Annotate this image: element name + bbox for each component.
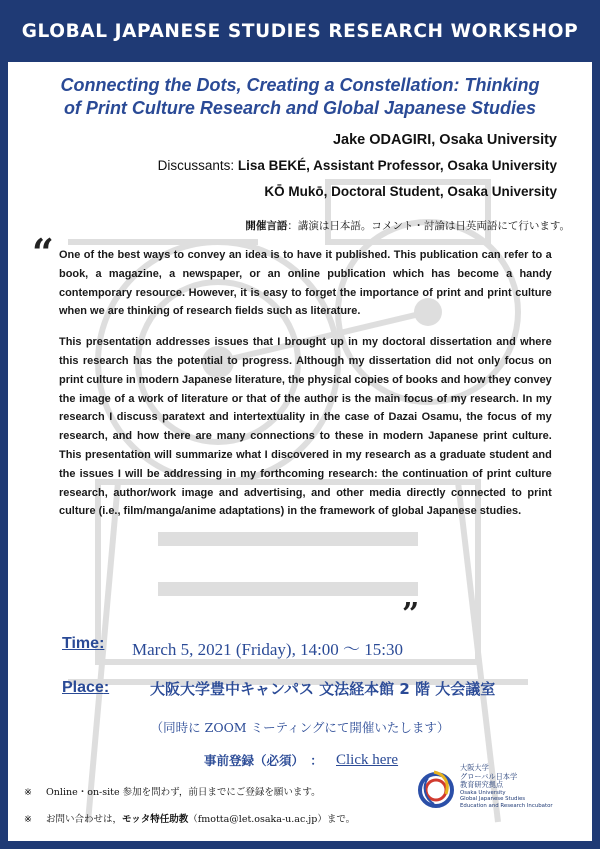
open-quote-mark: “ [32,230,54,275]
note-contact [24,811,355,825]
place-value: 大阪大学豊中キャンパス 文法経本館 2 階 大会議室 [150,680,496,698]
time-label: Time: [62,635,105,652]
note-mark: ※ [24,814,32,825]
abstract-paragraph-1: One of the best ways to convey an idea is to have it published. This publication can refer to a book, a magazine, a newspaper, or an online publication which has become a handy contemporary resource. However, it is easy to forget the importance of print and print culture when we are thinking of research fields such as literature. [59,249,552,318]
speaker-name: Jake ODAGIRI, Osaka University [332,132,557,148]
event-title-line1: Connecting the Dots, Creating a Constellation: Thinking [60,75,540,95]
university-logo-text: 大阪大学 グローバル日本学 教育研究拠点 Osaka University Global Japanese Studies Education and Research Incubator [460,763,553,809]
registration-link[interactable]: Click here [336,752,399,768]
contact-email[interactable]: （fmotta@let.osaka-u.ac.jp） [188,814,327,825]
event-title [22,74,578,120]
university-logo-icon [416,764,458,814]
time-value: March 5, 2021 (Friday), 14:00 ～ 15:30 [132,640,404,659]
discussant-1: Lisa BEKÉ, Assistant Professor, Osaka University [237,158,557,173]
contact-name: モッタ特任助教 [122,814,189,825]
discussant-line-1 [158,158,557,173]
language-label: 開催言語 [245,220,288,232]
note-mark: ※ [24,787,32,798]
registration-label: 事前登録（必須） ： [204,753,323,768]
poster-panel [8,62,592,841]
event-title-line2: of Print Culture Research and Global Japanese Studies [63,98,537,118]
workshop-header: GLOBAL JAPANESE STUDIES RESEARCH WORKSHOP [21,20,579,42]
note-registration-text: Online・on-site 参加を問わず，前日までにご登録を願います。 [46,787,321,798]
abstract [59,246,552,533]
close-quote-mark: ” [402,597,420,632]
discussants-label: Discussants: [157,158,238,173]
place-label: Place: [62,679,110,696]
note-registration [24,784,321,798]
note-contact-prefix: お問い合わせは， [46,814,123,825]
language-text: ：講演は日本語。コメント・討論は日英両語にて行います。 [287,220,570,232]
language-note [245,218,570,233]
note-contact-suffix: まで。 [326,814,356,825]
zoom-note: （同時に ZOOM ミーティングにて開催いたします） [150,720,450,735]
discussant-2: KŌ Mukō, Doctoral Student, Osaka University [264,184,557,199]
abstract-paragraph-2: This presentation addresses issues that I brought up in my doctoral dissertation and where this research has the potential to progress. Although my dissertation did not only focus on print culture in modern Japanese literature, the physical copies of books and how they convey the image of a work of literature or that of the author is the main focus of my research. In my research I discuss paratext and intertextuality in the case of Dazai Osamu, the focus of my research, and how there are many connections to these in modern Japanese print culture. This presentation will summarize what I discovered in my research as a graduate student and the issues I will be addressing in my forthcoming research: the continuation of print culture research, author/work image and advertising, and other media directly connected to print culture (i.e., film/manga/anime adaptations) in the framework of global Japanese studies. [59,336,552,518]
